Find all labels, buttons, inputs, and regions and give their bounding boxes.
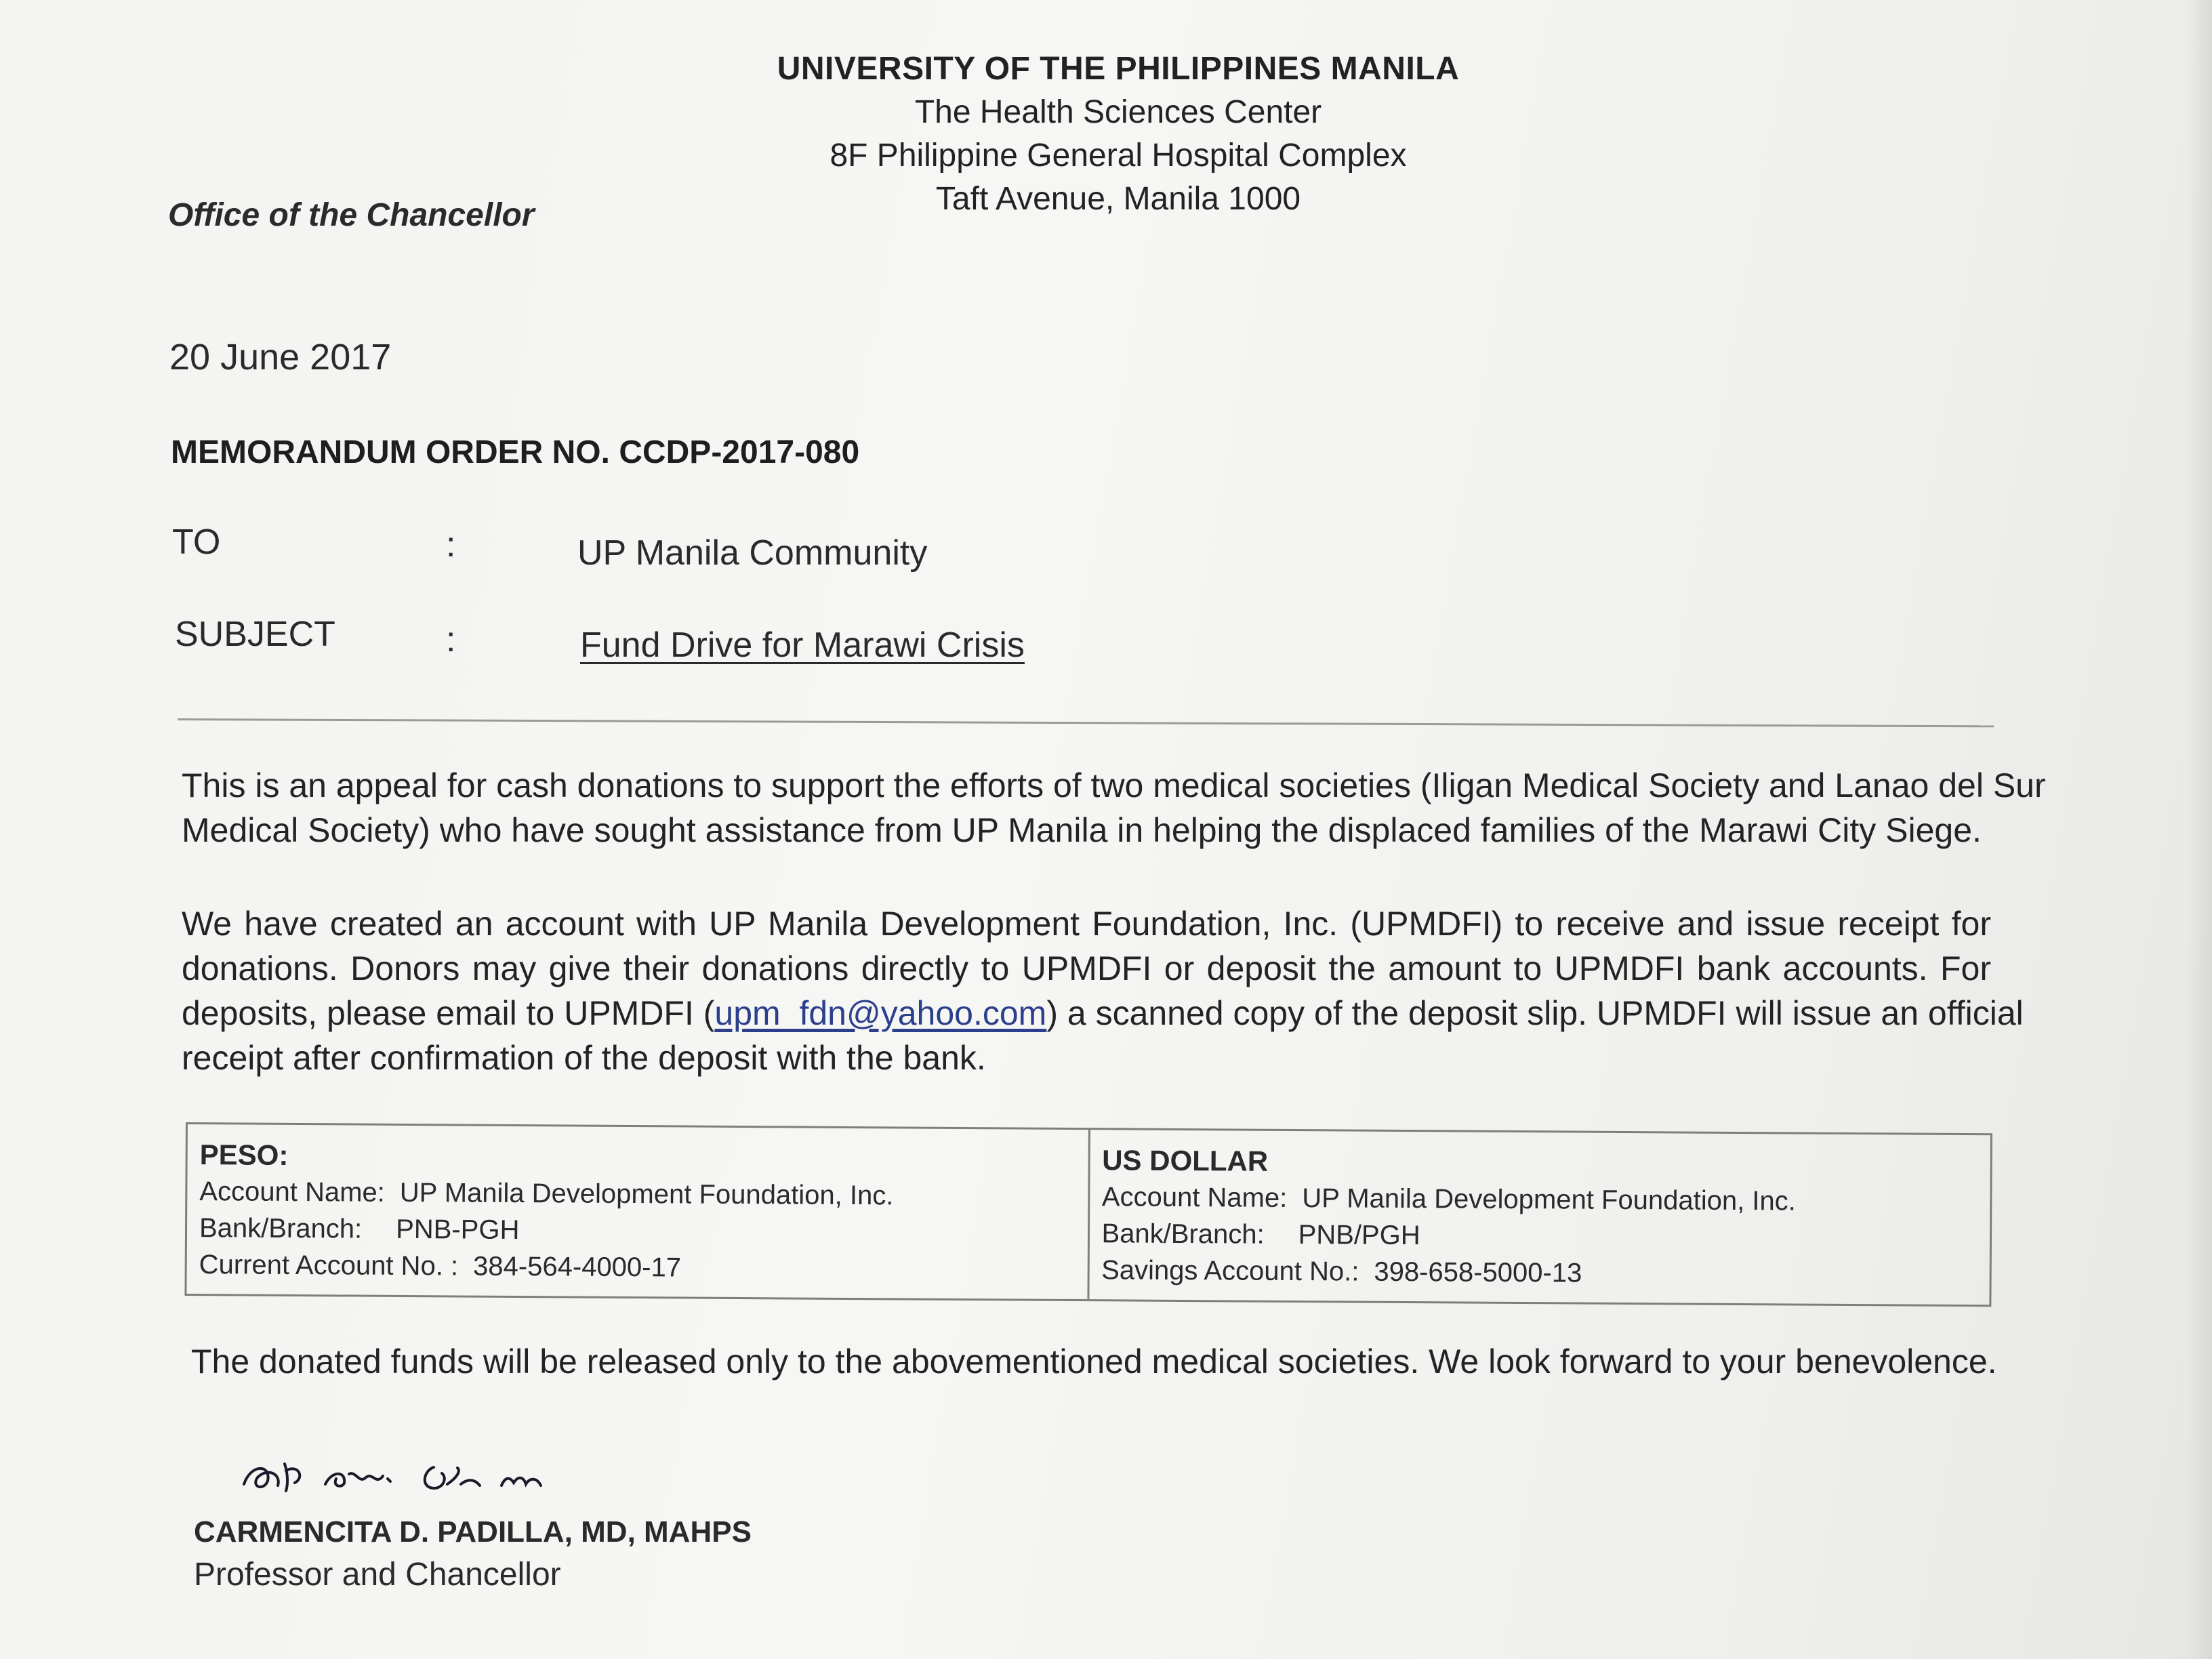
usd-account-name-row [1102, 1179, 1978, 1221]
peso-account-name-label: Account Name: [199, 1176, 385, 1208]
account-line-1: We have created an account with UP Manila Development Foundation, Inc. (UPMDFI) to receive and issue receipt for [182, 905, 1991, 943]
account-line-3-start: deposits, please email to UPMDFI ( [182, 994, 715, 1032]
subject-colon: : [446, 620, 456, 659]
peso-account-name-row [199, 1173, 1076, 1215]
peso-bank-branch-label: Bank/Branch: [199, 1213, 363, 1244]
peso-bank-branch-row [199, 1210, 1076, 1252]
usd-account-no-label: Savings Account No.: [1101, 1255, 1359, 1287]
building-line: 8F Philippine General Hospital Complex [830, 138, 1407, 173]
usd-account-name: UP Manila Development Foundation, Inc. [1302, 1183, 1796, 1216]
subject-value: Fund Drive for Marawi Crisis [580, 626, 1025, 665]
account-line-2: donations. Donors may give their donations directly to UPMDFI or deposit the amount to UPMDFI bank accounts. For [182, 949, 1991, 987]
account-paragraph [182, 901, 2024, 1080]
signatory-title: Professor and Chancellor [194, 1557, 561, 1593]
usd-account-no-row [1101, 1252, 1978, 1294]
usd-account-no: 398-658-5000-13 [1374, 1256, 1582, 1288]
appeal-line-1: This is an appeal for cash donations to support the efforts of two medical societies (Iligan Medical Society and Lanao del Sur [182, 766, 2046, 804]
to-value: UP Manila Community [577, 533, 928, 573]
address-line: Taft Avenue, Manila 1000 [935, 181, 1301, 217]
center-name: The Health Sciences Center [914, 94, 1322, 130]
closing-sentence: The donated funds will be released only to the abovementioned medical societies. We look forward to your benevolence. [191, 1343, 1997, 1380]
page-edge-shadow [2188, 0, 2212, 1659]
peso-bank-branch: PNB-PGH [396, 1214, 520, 1246]
usd-account-column [1087, 1130, 1990, 1305]
letterhead [718, 47, 1518, 221]
subject-label: SUBJECT [175, 615, 335, 654]
peso-account-no: 384-564-4000-17 [472, 1251, 682, 1283]
peso-account-no-label: Current Account No. : [199, 1250, 459, 1282]
donation-email-link[interactable]: upm_fdn@yahoo.com [714, 994, 1047, 1032]
account-line-3 [182, 991, 2024, 1036]
usd-account-name-label: Account Name: [1101, 1182, 1288, 1213]
peso-heading: PESO: [199, 1139, 289, 1171]
university-name: UNIVERSITY OF THE PHILIPPINES MANILA [777, 51, 1460, 87]
account-line-3-end: ) a scanned copy of the deposit slip. UPMDFI will issue an official [1046, 994, 2024, 1032]
to-colon: : [446, 525, 456, 565]
memo-date: 20 June 2017 [169, 337, 392, 377]
account-line-4: receipt after confirmation of the deposit with the bank. [182, 1039, 986, 1077]
usd-bank-branch: PNB/PGH [1298, 1220, 1420, 1251]
usd-heading: US DOLLAR [1102, 1144, 1269, 1177]
header-divider [178, 718, 1994, 727]
peso-account-no-row [199, 1246, 1076, 1288]
signatory-name: CARMENCITA D. PADILLA, MD, MAHPS [194, 1515, 752, 1549]
usd-bank-branch-label: Bank/Branch: [1101, 1218, 1265, 1250]
office-name: Office of the Chancellor [168, 197, 535, 233]
to-label: TO [172, 523, 221, 562]
appeal-line-2: Medical Society) who have sought assistance from UP Manila in helping the displaced families of the Marawi City Siege. [182, 811, 1982, 849]
bank-accounts-table [184, 1122, 1992, 1307]
usd-bank-branch-row [1101, 1215, 1978, 1257]
memo-order-number: MEMORANDUM ORDER NO. CCDP-2017-080 [171, 434, 860, 470]
peso-account-name: UP Manila Development Foundation, Inc. [399, 1177, 894, 1211]
appeal-paragraph [182, 763, 2046, 853]
peso-account-column [186, 1124, 1088, 1299]
chancellor-signature [230, 1443, 610, 1504]
